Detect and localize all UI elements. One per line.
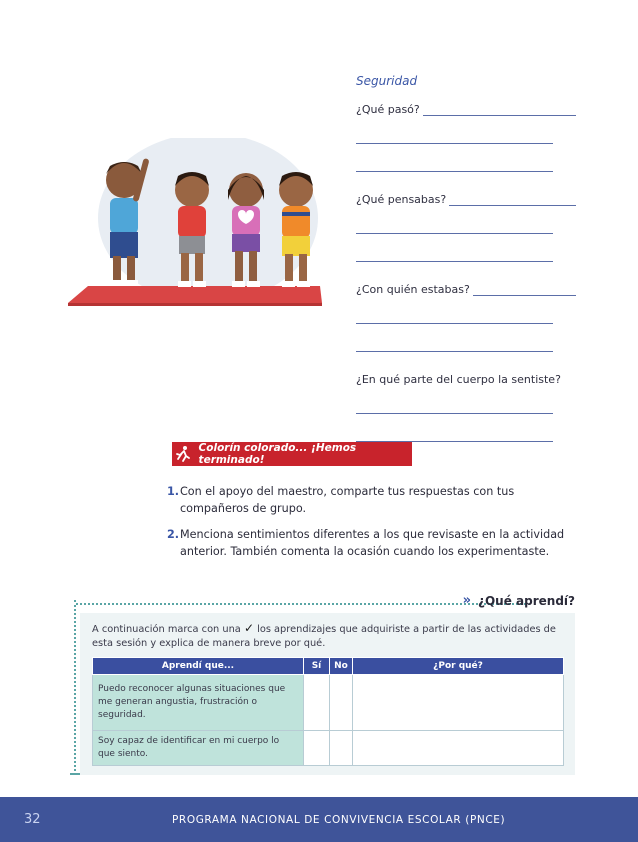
answer-line[interactable] (473, 286, 576, 296)
answer-line[interactable] (449, 196, 576, 206)
answer-line[interactable] (423, 106, 576, 116)
banner-title: Colorín colorado... ¡Hemos terminado! (198, 442, 357, 466)
question-block-1 (356, 102, 576, 172)
no-cell[interactable] (330, 675, 353, 731)
yes-cell[interactable] (304, 675, 330, 731)
evaluation-table (92, 657, 564, 766)
runner-icon (172, 442, 195, 466)
list-item (167, 483, 567, 517)
column-header: Sí (304, 658, 330, 675)
double-chevron-right-icon: » (462, 593, 471, 608)
no-cell[interactable] (330, 731, 353, 766)
questions-section (356, 74, 576, 462)
why-cell[interactable] (353, 675, 564, 731)
page-footer (0, 797, 638, 842)
row-label: Puedo reconocer algunas situaciones que me generan angustia, frustración o seguridad. (93, 675, 304, 731)
answer-line[interactable] (356, 206, 553, 234)
question-label-2: ¿Qué pensabas? (356, 193, 447, 206)
answer-line[interactable] (356, 324, 553, 352)
question-label-4: ¿En qué parte del cuerpo la sentiste? (356, 373, 561, 386)
answer-line[interactable] (356, 414, 553, 442)
table-row (93, 731, 564, 766)
question-block-2 (356, 192, 576, 262)
learn-title: ¿Qué aprendí? (478, 594, 575, 608)
step-number: 1. (167, 485, 180, 498)
dotted-divider-vertical (74, 600, 76, 775)
learn-box (80, 613, 575, 775)
instruction-text (92, 621, 562, 651)
question-block-3 (356, 282, 576, 352)
dotted-divider (76, 603, 526, 605)
column-header: Aprendí que... (93, 658, 304, 675)
answer-line[interactable] (356, 386, 553, 414)
column-header: No (330, 658, 353, 675)
divider (70, 773, 80, 775)
yes-cell[interactable] (304, 731, 330, 766)
column-header: ¿Por qué? (353, 658, 564, 675)
row-label: Soy capaz de identificar en mi cuerpo lo que siento. (93, 731, 304, 766)
table-row (93, 675, 564, 731)
footer-title: PROGRAMA NACIONAL DE CONVIVENCIA ESCOLAR (PNCE) (172, 814, 506, 826)
answer-line[interactable] (356, 296, 553, 324)
answer-line[interactable] (356, 144, 553, 172)
section-banner (172, 442, 412, 466)
instruction-part: A continuación marca con una (92, 624, 241, 635)
checkmark-icon: ✓ (243, 621, 254, 635)
steps-list (167, 483, 567, 569)
learn-header (74, 592, 579, 612)
list-item (167, 526, 567, 560)
children-illustration (58, 138, 326, 310)
instruction-part: los aprendizajes que adquiriste a partir de las actividades de esta sesión y explica de manera breve por qué. (92, 624, 556, 649)
step-number: 2. (167, 528, 180, 541)
answer-line[interactable] (356, 234, 553, 262)
question-label-3: ¿Con quién estabas? (356, 283, 470, 296)
why-cell[interactable] (353, 731, 564, 766)
answer-line[interactable] (356, 116, 553, 144)
step-text: Con el apoyo del maestro, comparte tus respuestas con tus compañeros de grupo. (180, 485, 515, 515)
step-text: Menciona sentimientos diferentes a los que revisaste en la actividad anterior. También comenta la ocasión cuando los experimentaste. (180, 528, 565, 558)
question-block-4 (356, 372, 576, 442)
question-label-1: ¿Qué pasó? (356, 103, 420, 116)
questions-title: Seguridad (356, 74, 418, 88)
page-number: 32 (24, 812, 41, 827)
